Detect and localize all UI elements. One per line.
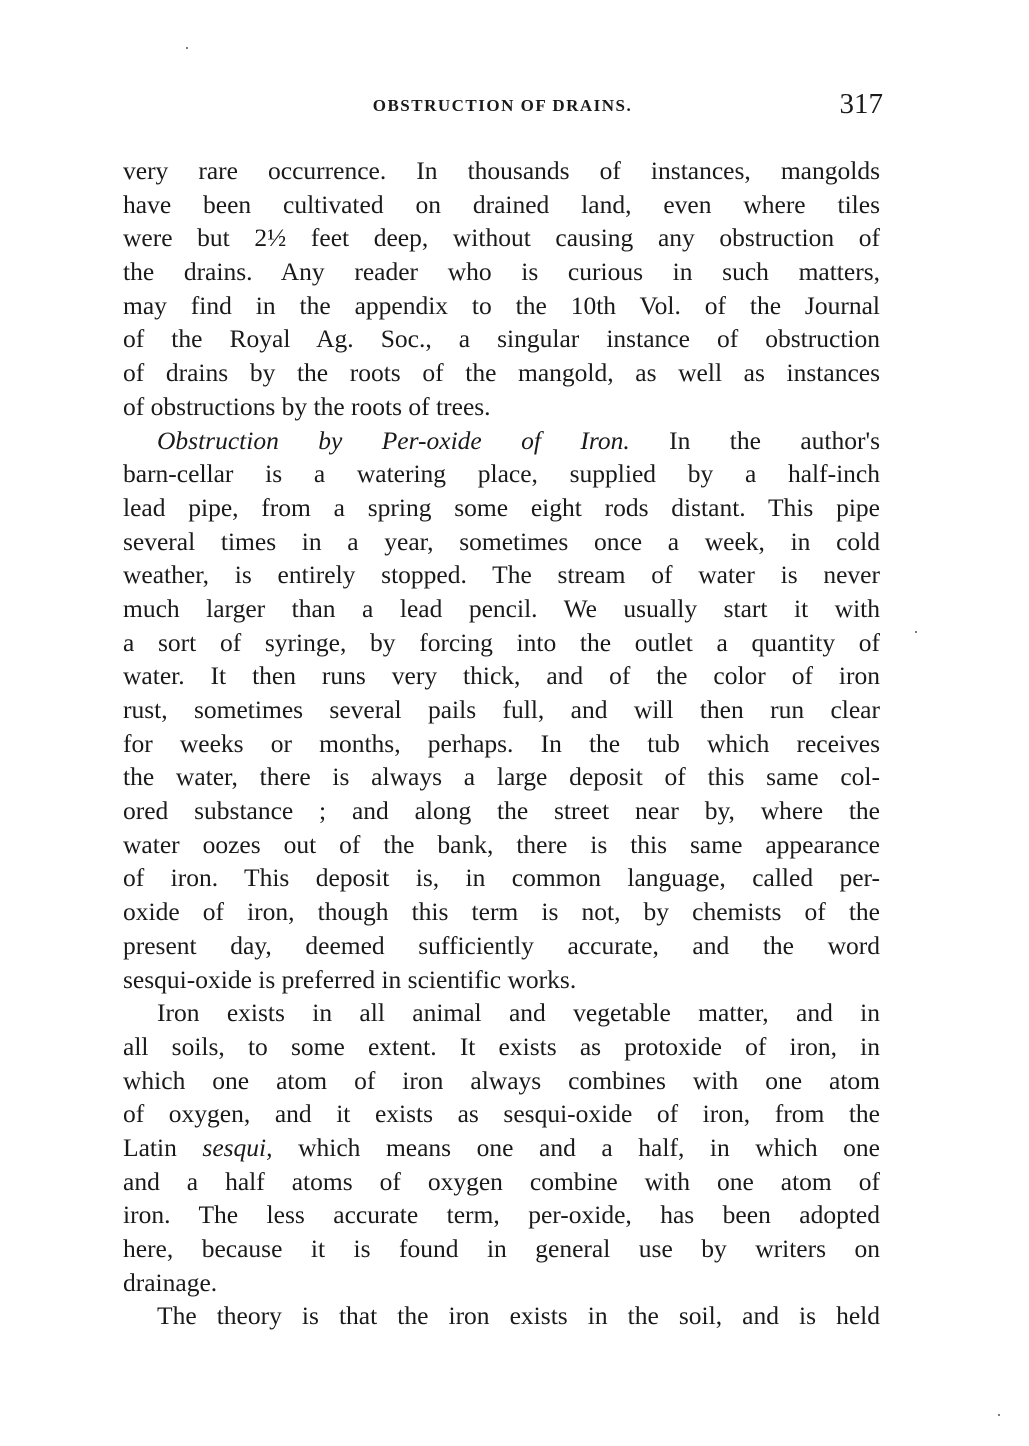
text-line: have been cultivated on drained land, even where tiles — [123, 189, 880, 219]
text-line: sesqui-oxide is preferred in scientific works. — [123, 964, 577, 994]
page-header — [120, 88, 885, 128]
text-line: of obstructions by the roots of trees. — [123, 391, 491, 421]
text-line: the drains. Any reader who is curious in such matters, — [123, 257, 880, 287]
text-line: of iron. This deposit is, in common language, called per- — [123, 863, 880, 893]
text-line: very rare occurrence. In thousands of instances, mangolds — [123, 156, 880, 185]
text-line: oxide of iron, though this term is not, by chemists of the — [123, 897, 880, 927]
scan-speck — [186, 47, 188, 49]
italic-term: sesqui, — [202, 1132, 273, 1162]
text-line: weather, is entirely stopped. The stream of water is never — [123, 560, 880, 590]
section-heading: Obstruction by Per-oxide of Iron. — [157, 425, 630, 455]
text-fragment: which means one and a half, in which one — [272, 1132, 880, 1162]
text-line: much larger than a lead pencil. We usually start it with — [123, 593, 880, 623]
text-line — [123, 1131, 880, 1165]
running-head: OBSTRUCTION OF DRAINS. — [372, 96, 633, 115]
text-line: present day, deemed sufficiently accurate, and the word — [123, 930, 880, 960]
text-line: several times in a year, sometimes once a week, in cold — [123, 526, 880, 556]
text-line: The theory is that the iron exists in the soil, and is held — [157, 1301, 880, 1331]
section-heading-line — [123, 424, 880, 458]
text-line: water oozes out of the bank, there is this same appearance — [123, 829, 880, 859]
text-line: iron. The less accurate term, per-oxide, has been adopted — [123, 1200, 880, 1230]
text-line: barn-cellar is a watering place, supplied by a half-inch — [123, 459, 880, 489]
text-line: which one atom of iron always combines with one atom — [123, 1065, 880, 1095]
text-line: water. It then runs very thick, and of the color of iron — [123, 661, 880, 691]
text-line: drainage. — [123, 1267, 218, 1297]
text-line: may find in the appendix to the 10th Vol. of the Journal — [123, 290, 880, 320]
scan-speck — [998, 1414, 1000, 1416]
text-line: for weeks or months, perhaps. In the tub which receives — [123, 728, 880, 758]
page-number: 317 — [839, 88, 883, 120]
scan-speck — [915, 631, 917, 633]
text-fragment: In the author's — [629, 425, 880, 455]
text-line: a sort of syringe, by forcing into the outlet a quantity of — [123, 627, 880, 657]
text-line: here, because it is found in general use by writers on — [123, 1234, 880, 1263]
text-line: ored substance ; and along the street near by, where the — [123, 796, 880, 826]
text-line: of drains by the roots of the mangold, as well as instances — [123, 358, 880, 388]
text-line: were but 2½ feet deep, without causing any obstruction of — [123, 223, 880, 253]
text-line: rust, sometimes several pails full, and will then run clear — [123, 695, 880, 724]
text-line: of the Royal Ag. Soc., a singular instance of obstruction — [123, 324, 880, 354]
text-line: lead pipe, from a spring some eight rods distant. This pipe — [123, 492, 880, 522]
text-line: Iron exists in all animal and vegetable matter, and in — [157, 998, 880, 1028]
text-fragment: Latin — [123, 1132, 203, 1162]
text-line: all soils, to some extent. It exists as protoxide of iron, in — [123, 1031, 880, 1061]
text-line: the water, there is always a large deposit of this same col- — [123, 762, 880, 792]
text-line: and a half atoms of oxygen combine with one atom of — [123, 1166, 880, 1196]
text-line: of oxygen, and it exists as sesqui-oxide of iron, from the — [123, 1099, 880, 1129]
body-text — [123, 154, 880, 1333]
